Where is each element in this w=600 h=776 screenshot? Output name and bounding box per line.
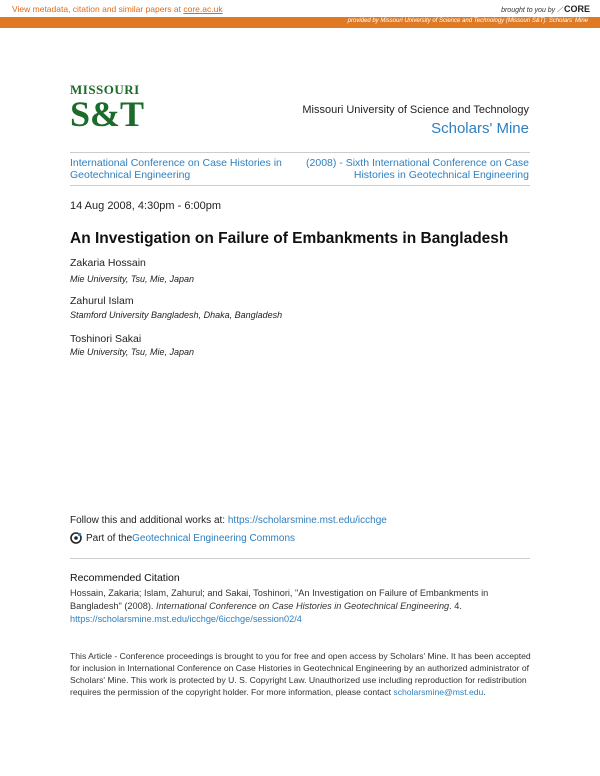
conference-edition-link[interactable]: (2008) - Sixth International Conference on Case Histories in Geotechnical Engineering [306,157,529,181]
logo-missouri-text: MISSOURI [70,82,140,97]
paper-title: An Investigation on Failure of Embankments in Bangladesh [70,230,509,247]
commons-link[interactable]: Geotechnical Engineering Commons [132,532,296,544]
follow-text: Follow this and additional works at: [70,515,228,526]
author-affiliation: Mie University, Tsu, Mie, Japan [70,347,195,357]
event-date: 14 Aug 2008, 4:30pm - 6:00pm [70,200,222,212]
core-link[interactable]: core.ac.uk [183,4,223,14]
follow-works [70,515,387,526]
contact-email-link[interactable]: scholarsmine@mst.edu [393,687,484,697]
citation-proceedings: International Conference on Case Histories in Geotechnical Engineering [156,601,450,611]
missouri-st-logo[interactable] [70,82,145,134]
metadata-text: View metadata, citation and similar papers at [12,4,184,14]
license-end: . [483,687,486,697]
part-of-commons [70,532,295,544]
collection-link[interactable]: https://scholarsmine.mst.edu/icchge [227,515,387,526]
author-name: Zahurul Islam [70,295,134,307]
citation-body [70,587,532,626]
metadata-notice [12,4,223,14]
divider [70,558,530,559]
core-icon: ⟋ [557,7,564,14]
citation-suffix: . 4. [449,601,462,611]
core-label: CORE [563,4,590,14]
institution-name: Missouri University of Science and Technology [302,104,529,116]
license-text: This Article - Conference proceedings is brought to you for free and open access by Scholars' Mine. It has been accepted for inclusion in International Conference on Case Histories in Geotechnical Engineering by an authorized administrator of Scholars' Mine. This work is protected by U. S. Copyright Law. Unauthorized use including reproduction for redistribution requires the permission of the copyright holder. For more information, please contact [70,651,531,697]
author-name: Toshinori Sakai [70,333,142,345]
citation-text: Hossain, Zakaria; Islam, Zahurul; and Sakai, Toshinori, "An Investigation on Failure of Embankments in Bangladesh" (2008). [70,588,489,611]
author-name: Zakaria Hossain [70,257,146,269]
scholars-mine-link[interactable]: Scholars' Mine [431,120,529,137]
divider [70,185,530,186]
network-icon [70,532,82,544]
brought-by-text: brought to you by [501,7,558,14]
license-notice [70,650,535,698]
citation-url-link[interactable]: https://scholarsmine.mst.edu/icchge/6icchge/session02/4 [70,614,302,624]
provider-bar [0,17,600,28]
citation-heading: Recommended Citation [70,572,180,584]
core-branding[interactable] [501,4,590,15]
core-topbar [0,0,600,17]
conference-series-link[interactable]: International Conference on Case Histories in Geotechnical Engineering [70,157,282,181]
author-affiliation: Mie University, Tsu, Mie, Japan [70,274,195,284]
logo-st-mark: S&T [70,94,145,134]
part-of-text: Part of the [86,532,133,544]
divider [70,152,530,153]
author-affiliation: Stamford University Bangladesh, Dhaka, Bangladesh [70,310,283,320]
provider-text[interactable]: provided by Missouri University of Science and Technology (Missouri S&T): Scholars' Mine [347,18,588,24]
